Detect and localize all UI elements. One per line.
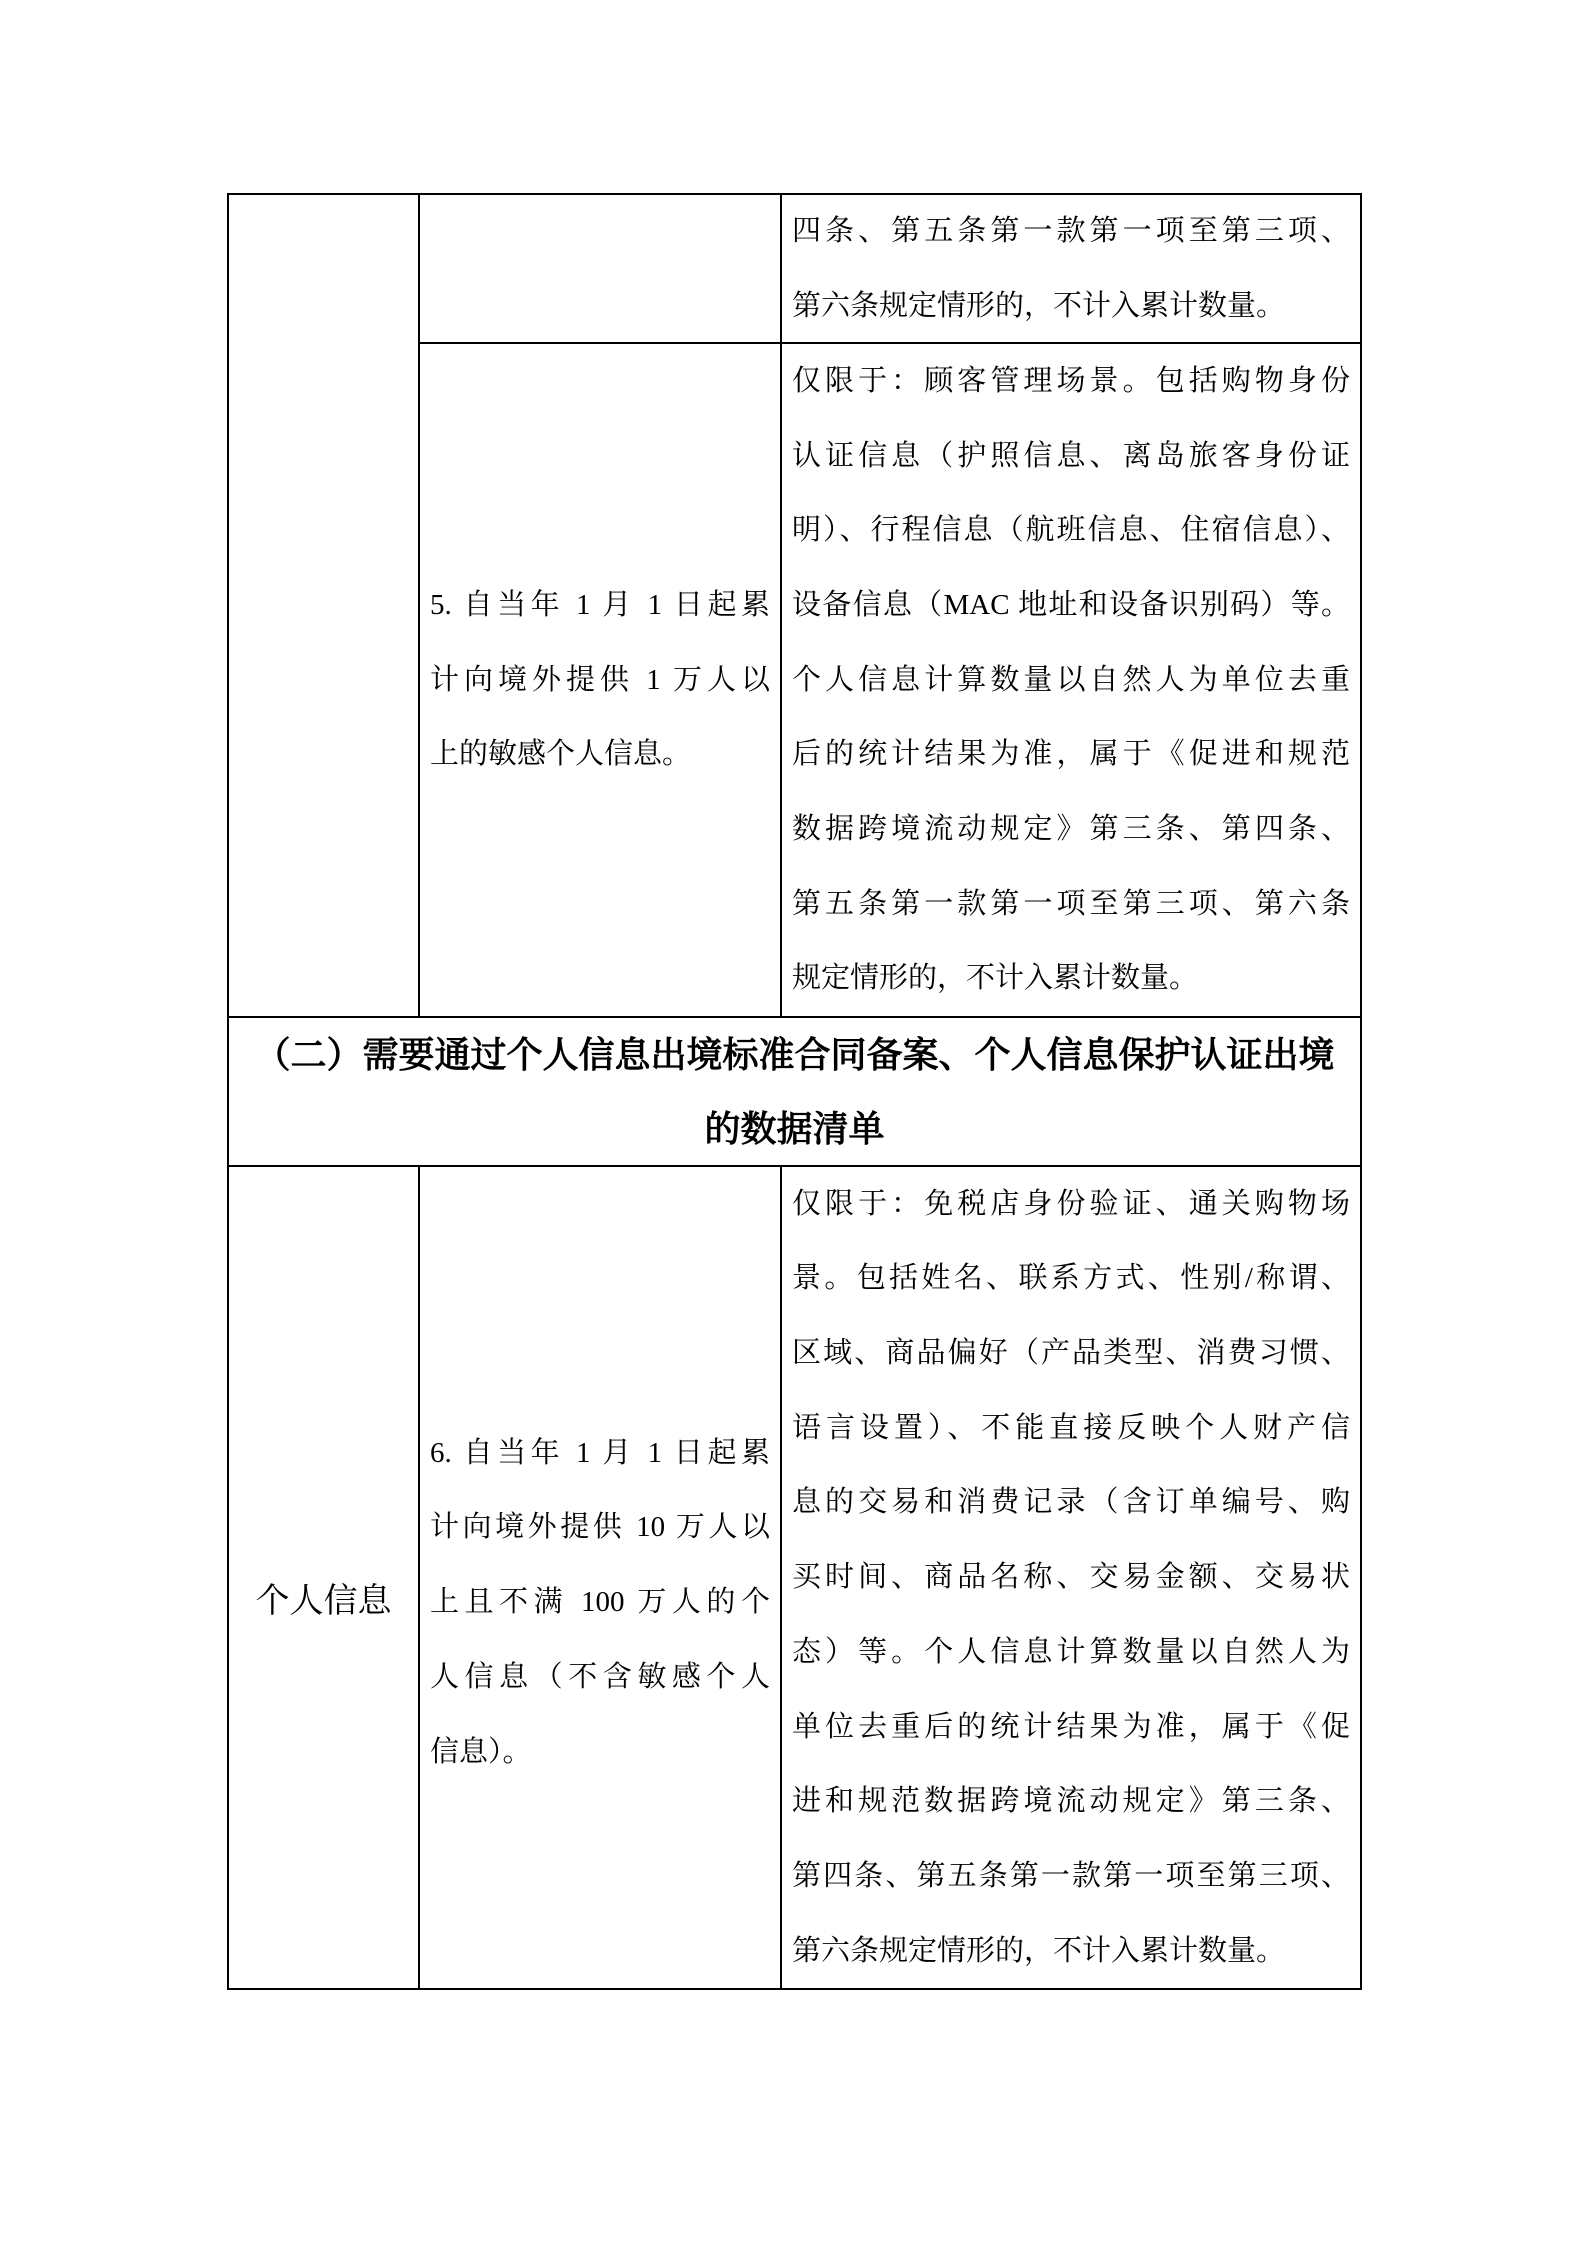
item6-scope-cell [782, 1167, 1360, 1988]
text-line: 后的统计结果为准，属于《促进和规范 [792, 738, 1350, 771]
item5-criteria-cell [420, 344, 782, 1016]
text-line: 四条、第五条第一款第一项至第三项、 [792, 214, 1350, 247]
text-line: 个人信息 [255, 1583, 392, 1621]
text-line: 明）、行程信息（航班信息、住宿信息）、 [792, 514, 1350, 547]
section-header-row [229, 1016, 1360, 1167]
category-label-cell [229, 1167, 420, 1988]
text-line: 态）等。个人信息计算数量以自然人为 [792, 1635, 1350, 1668]
text-line: 仅限于：顾客管理场景。包括购物身份 [792, 364, 1350, 397]
text-line: 第四条、第五条第一款第一项至第三项、 [792, 1859, 1350, 1892]
text-line: 单位去重后的统计结果为准，属于《促 [792, 1710, 1350, 1743]
text-line: 买时间、商品名称、交易金额、交易状 [792, 1561, 1350, 1594]
empty-category-cell [229, 195, 420, 1016]
text-line: 信息）。 [430, 1735, 532, 1768]
text-line: 第六条规定情形的，不计入累计数量。 [792, 1934, 1286, 1967]
text-line: 计向境外提供 10 万人以 [430, 1511, 770, 1544]
carryover-description-cell [782, 195, 1360, 344]
text-line: 语言设置）、不能直接反映个人财产信 [792, 1411, 1350, 1444]
empty-criteria-cell [420, 195, 782, 344]
item5-scope-cell [782, 344, 1360, 1016]
text-line: （二）需要通过个人信息出境标准合同备案、个人信息保护认证出境 [254, 1034, 1335, 1075]
text-line: 景。包括姓名、联系方式、性别/称谓、 [792, 1262, 1350, 1295]
data-export-list-table [227, 193, 1362, 1990]
text-line: 数据跨境流动规定》第三条、第四条、 [792, 813, 1350, 846]
text-line: 认证信息（护照信息、离岛旅客身份证 [792, 439, 1350, 472]
text-line: 区域、商品偏好（产品类型、消费习惯、 [792, 1337, 1350, 1370]
text-line: 计向境外提供 1 万人以 [430, 663, 770, 696]
text-line: 的数据清单 [704, 1108, 885, 1149]
text-line: 个人信息计算数量以自然人为单位去重 [792, 663, 1350, 696]
text-line: 第六条规定情形的，不计入累计数量。 [792, 289, 1286, 322]
text-line: 人信息（不含敏感个人 [430, 1660, 770, 1693]
text-line: 设备信息（MAC 地址和设备识别码）等。 [792, 588, 1350, 621]
text-line: 6. 自当年 1 月 1 日起累 [430, 1436, 770, 1469]
text-line: 上且不满 100 万人的个 [430, 1586, 770, 1619]
text-line: 5. 自当年 1 月 1 日起累 [430, 588, 770, 621]
item6-criteria-cell [420, 1167, 782, 1988]
text-line: 第五条第一款第一项至第三项、第六条 [792, 887, 1350, 920]
text-line: 息的交易和消费记录（含订单编号、购 [792, 1486, 1350, 1519]
text-line: 进和规范数据跨境流动规定》第三条、 [792, 1785, 1350, 1818]
text-line: 仅限于：免税店身份验证、通关购物场 [792, 1187, 1350, 1220]
text-line: 规定情形的，不计入累计数量。 [792, 962, 1199, 995]
text-line: 上的敏感个人信息。 [430, 738, 692, 771]
